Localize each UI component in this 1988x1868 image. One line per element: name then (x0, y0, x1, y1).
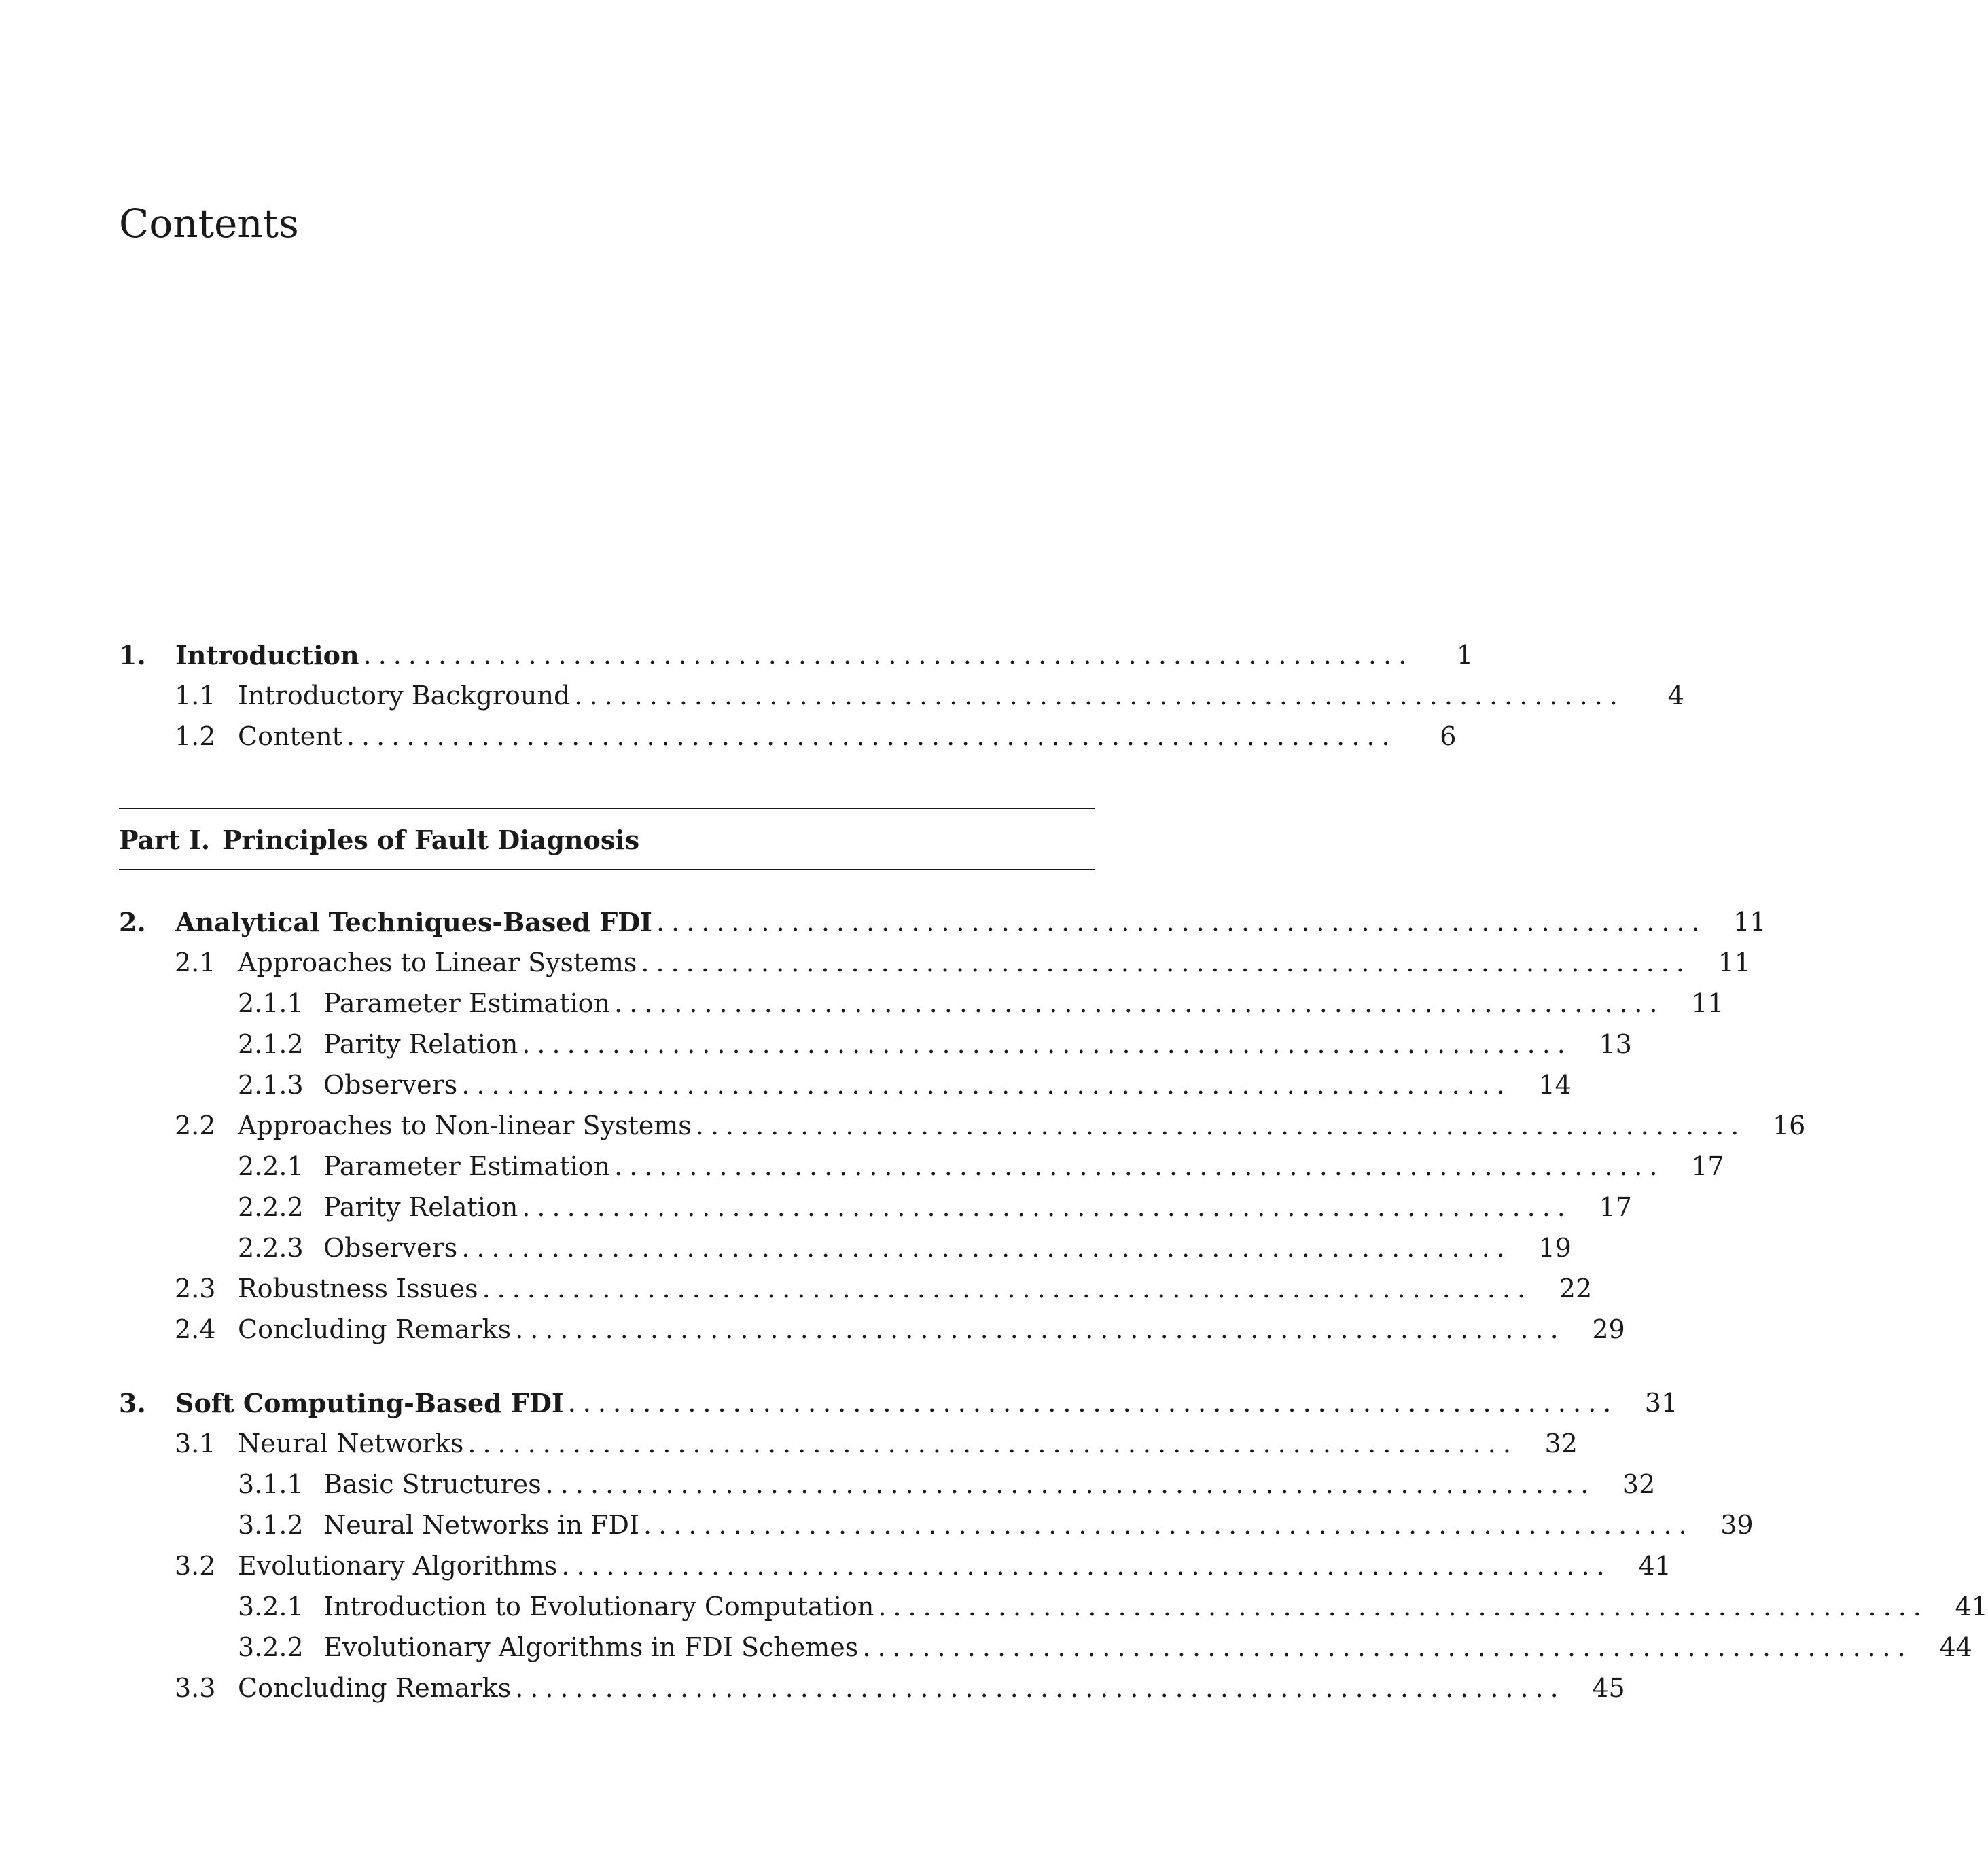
section-title: Concluding Remarks (238, 1314, 512, 1344)
toc-section-3-2[interactable] (119, 1545, 1671, 1586)
page-number: 4 (1667, 681, 1684, 711)
dot-leader: ...................................................................... (515, 1673, 1565, 1703)
chapter-title: Soft Computing-Based FDI (175, 1387, 564, 1418)
section-title: Approaches to Non-linear Systems (238, 1111, 692, 1140)
toc-chapter-3[interactable] (119, 1382, 1678, 1423)
section-number: 3.2 (175, 1551, 216, 1581)
toc-subsection-3-1-1[interactable] (119, 1464, 1656, 1505)
page-number: 16 (1772, 1111, 1806, 1140)
page-number: 39 (1720, 1510, 1754, 1540)
page-number: 32 (1544, 1429, 1578, 1458)
chapter-title: Analytical Techniques-Based FDI (175, 906, 652, 937)
subsection-number: 2.2.1 (238, 1151, 304, 1181)
section-number: 2.4 (175, 1314, 216, 1344)
section-title: Concluding Remarks (238, 1673, 512, 1703)
page-number: 41 (1638, 1551, 1671, 1581)
subsection-title: Neural Networks in FDI (323, 1510, 639, 1540)
page-number: 17 (1691, 1151, 1724, 1181)
toc-section-3-3[interactable] (119, 1668, 1625, 1708)
dot-leader: ...................................................................... (545, 1469, 1596, 1499)
subsection-number: 2.1.3 (238, 1070, 304, 1100)
page-number: 1 (1456, 640, 1474, 670)
dot-leader: ...................................................................... (522, 1192, 1572, 1222)
section-title: Approaches to Linear Systems (238, 948, 637, 977)
section-number: 2.3 (175, 1274, 216, 1304)
part-title: Principles of Fault Diagnosis (221, 824, 640, 855)
subsection-number: 3.2.2 (238, 1632, 304, 1662)
toc-chapter-1[interactable] (119, 634, 1474, 675)
toc-section-3-1[interactable] (119, 1423, 1578, 1464)
subsection-title: Parameter Estimation (323, 988, 610, 1018)
subsection-number: 3.1.1 (238, 1469, 304, 1499)
part-bottom-rule (119, 869, 1095, 870)
toc-subsection-2-1-3[interactable] (119, 1064, 1572, 1105)
dot-leader: ...................................................................... (522, 1029, 1572, 1059)
dot-leader: ...................................................................... (461, 1070, 1512, 1100)
page-number: 41 (1955, 1592, 1988, 1621)
toc-subsection-2-2-2[interactable] (119, 1187, 1632, 1227)
section-title: Introductory Background (238, 681, 571, 711)
part-top-rule (119, 808, 1095, 809)
page-number: 17 (1599, 1192, 1632, 1222)
toc-subsection-2-2-3[interactable] (119, 1227, 1572, 1268)
dot-leader: ...................................................................... (467, 1429, 1518, 1458)
section-number: 3.3 (175, 1673, 216, 1703)
toc-section-2-1[interactable] (119, 942, 1751, 983)
section-title: Neural Networks (238, 1429, 464, 1458)
section-title: Robustness Issues (238, 1274, 478, 1304)
dot-leader: ...................................................................... (574, 681, 1625, 711)
section-title: Content (238, 721, 342, 751)
subsection-number: 2.2.3 (238, 1233, 304, 1263)
dot-leader: ...................................................................... (643, 1510, 1694, 1540)
toc-section-2-3[interactable] (119, 1268, 1593, 1309)
toc-section-2-2[interactable] (119, 1105, 1806, 1146)
dot-leader: ...................................................................... (346, 721, 1397, 751)
page-number: 44 (1939, 1632, 1972, 1662)
page-title: Contents (119, 200, 299, 247)
dot-leader: ...................................................................... (641, 948, 1691, 977)
dot-leader: ...................................................................... (567, 1388, 1618, 1418)
toc-section-1-1[interactable] (119, 675, 1684, 716)
part-label: Part I. (119, 824, 210, 855)
subsection-title: Observers (323, 1233, 458, 1263)
subsection-title: Parity Relation (323, 1029, 518, 1059)
dot-leader: ...................................................................... (878, 1592, 1928, 1621)
page-number: 11 (1718, 948, 1751, 977)
page-number: 29 (1592, 1314, 1625, 1344)
dot-leader: ...................................................................... (482, 1274, 1533, 1304)
toc-subsection-3-2-1[interactable] (119, 1586, 1988, 1627)
chapter-number: 2. (119, 906, 146, 937)
dot-leader: ...................................................................... (461, 1233, 1512, 1263)
page-number: 22 (1559, 1274, 1593, 1304)
dot-leader: ...................................................................... (363, 640, 1414, 670)
page-number: 32 (1622, 1469, 1656, 1499)
subsection-title: Introduction to Evolutionary Computation (323, 1592, 874, 1621)
dot-leader: ...................................................................... (614, 1151, 1665, 1181)
dot-leader: ...................................................................... (656, 907, 1707, 937)
subsection-number: 2.1.1 (238, 988, 304, 1018)
subsection-title: Observers (323, 1070, 458, 1100)
chapter-number: 1. (119, 639, 146, 670)
dot-leader: ...................................................................... (561, 1551, 1612, 1581)
toc-subsection-2-1-2[interactable] (119, 1024, 1632, 1064)
section-number: 2.1 (175, 948, 216, 977)
toc-subsection-2-2-1[interactable] (119, 1146, 1724, 1187)
section-number: 1.1 (175, 681, 216, 711)
subsection-title: Evolutionary Algorithms in FDI Schemes (323, 1632, 859, 1662)
page-number: 45 (1592, 1673, 1625, 1703)
subsection-number: 2.1.2 (238, 1029, 304, 1059)
chapter-number: 3. (119, 1387, 146, 1418)
section-number: 3.1 (175, 1429, 216, 1458)
page-number: 11 (1691, 988, 1724, 1018)
chapter-title: Introduction (175, 639, 359, 670)
toc-chapter-2[interactable] (119, 901, 1767, 942)
toc-subsection-3-2-2[interactable] (119, 1627, 1972, 1668)
subsection-number: 3.2.1 (238, 1592, 304, 1621)
part-heading (119, 819, 1095, 860)
toc-section-2-4[interactable] (119, 1309, 1625, 1350)
section-number: 2.2 (175, 1111, 216, 1140)
page-number: 11 (1733, 907, 1767, 937)
page-number: 13 (1599, 1029, 1632, 1059)
toc-subsection-2-1-1[interactable] (119, 983, 1724, 1024)
page-number: 6 (1440, 721, 1457, 751)
subsection-number: 2.2.2 (238, 1192, 304, 1222)
page-number: 19 (1538, 1233, 1572, 1263)
page-number: 14 (1538, 1070, 1572, 1100)
subsection-title: Basic Structures (323, 1469, 542, 1499)
subsection-number: 3.1.2 (238, 1510, 304, 1540)
dot-leader: ...................................................................... (515, 1314, 1565, 1344)
subsection-title: Parity Relation (323, 1192, 518, 1222)
toc-section-1-2[interactable] (119, 716, 1457, 757)
page-number: 31 (1644, 1388, 1678, 1418)
section-number: 1.2 (175, 721, 216, 751)
subsection-title: Parameter Estimation (323, 1151, 610, 1181)
toc-subsection-3-1-2[interactable] (119, 1505, 1754, 1545)
dot-leader: ...................................................................... (614, 988, 1665, 1018)
dot-leader: ...................................................................... (862, 1632, 1913, 1662)
section-title: Evolutionary Algorithms (238, 1551, 558, 1581)
dot-leader: ...................................................................... (695, 1111, 1746, 1140)
